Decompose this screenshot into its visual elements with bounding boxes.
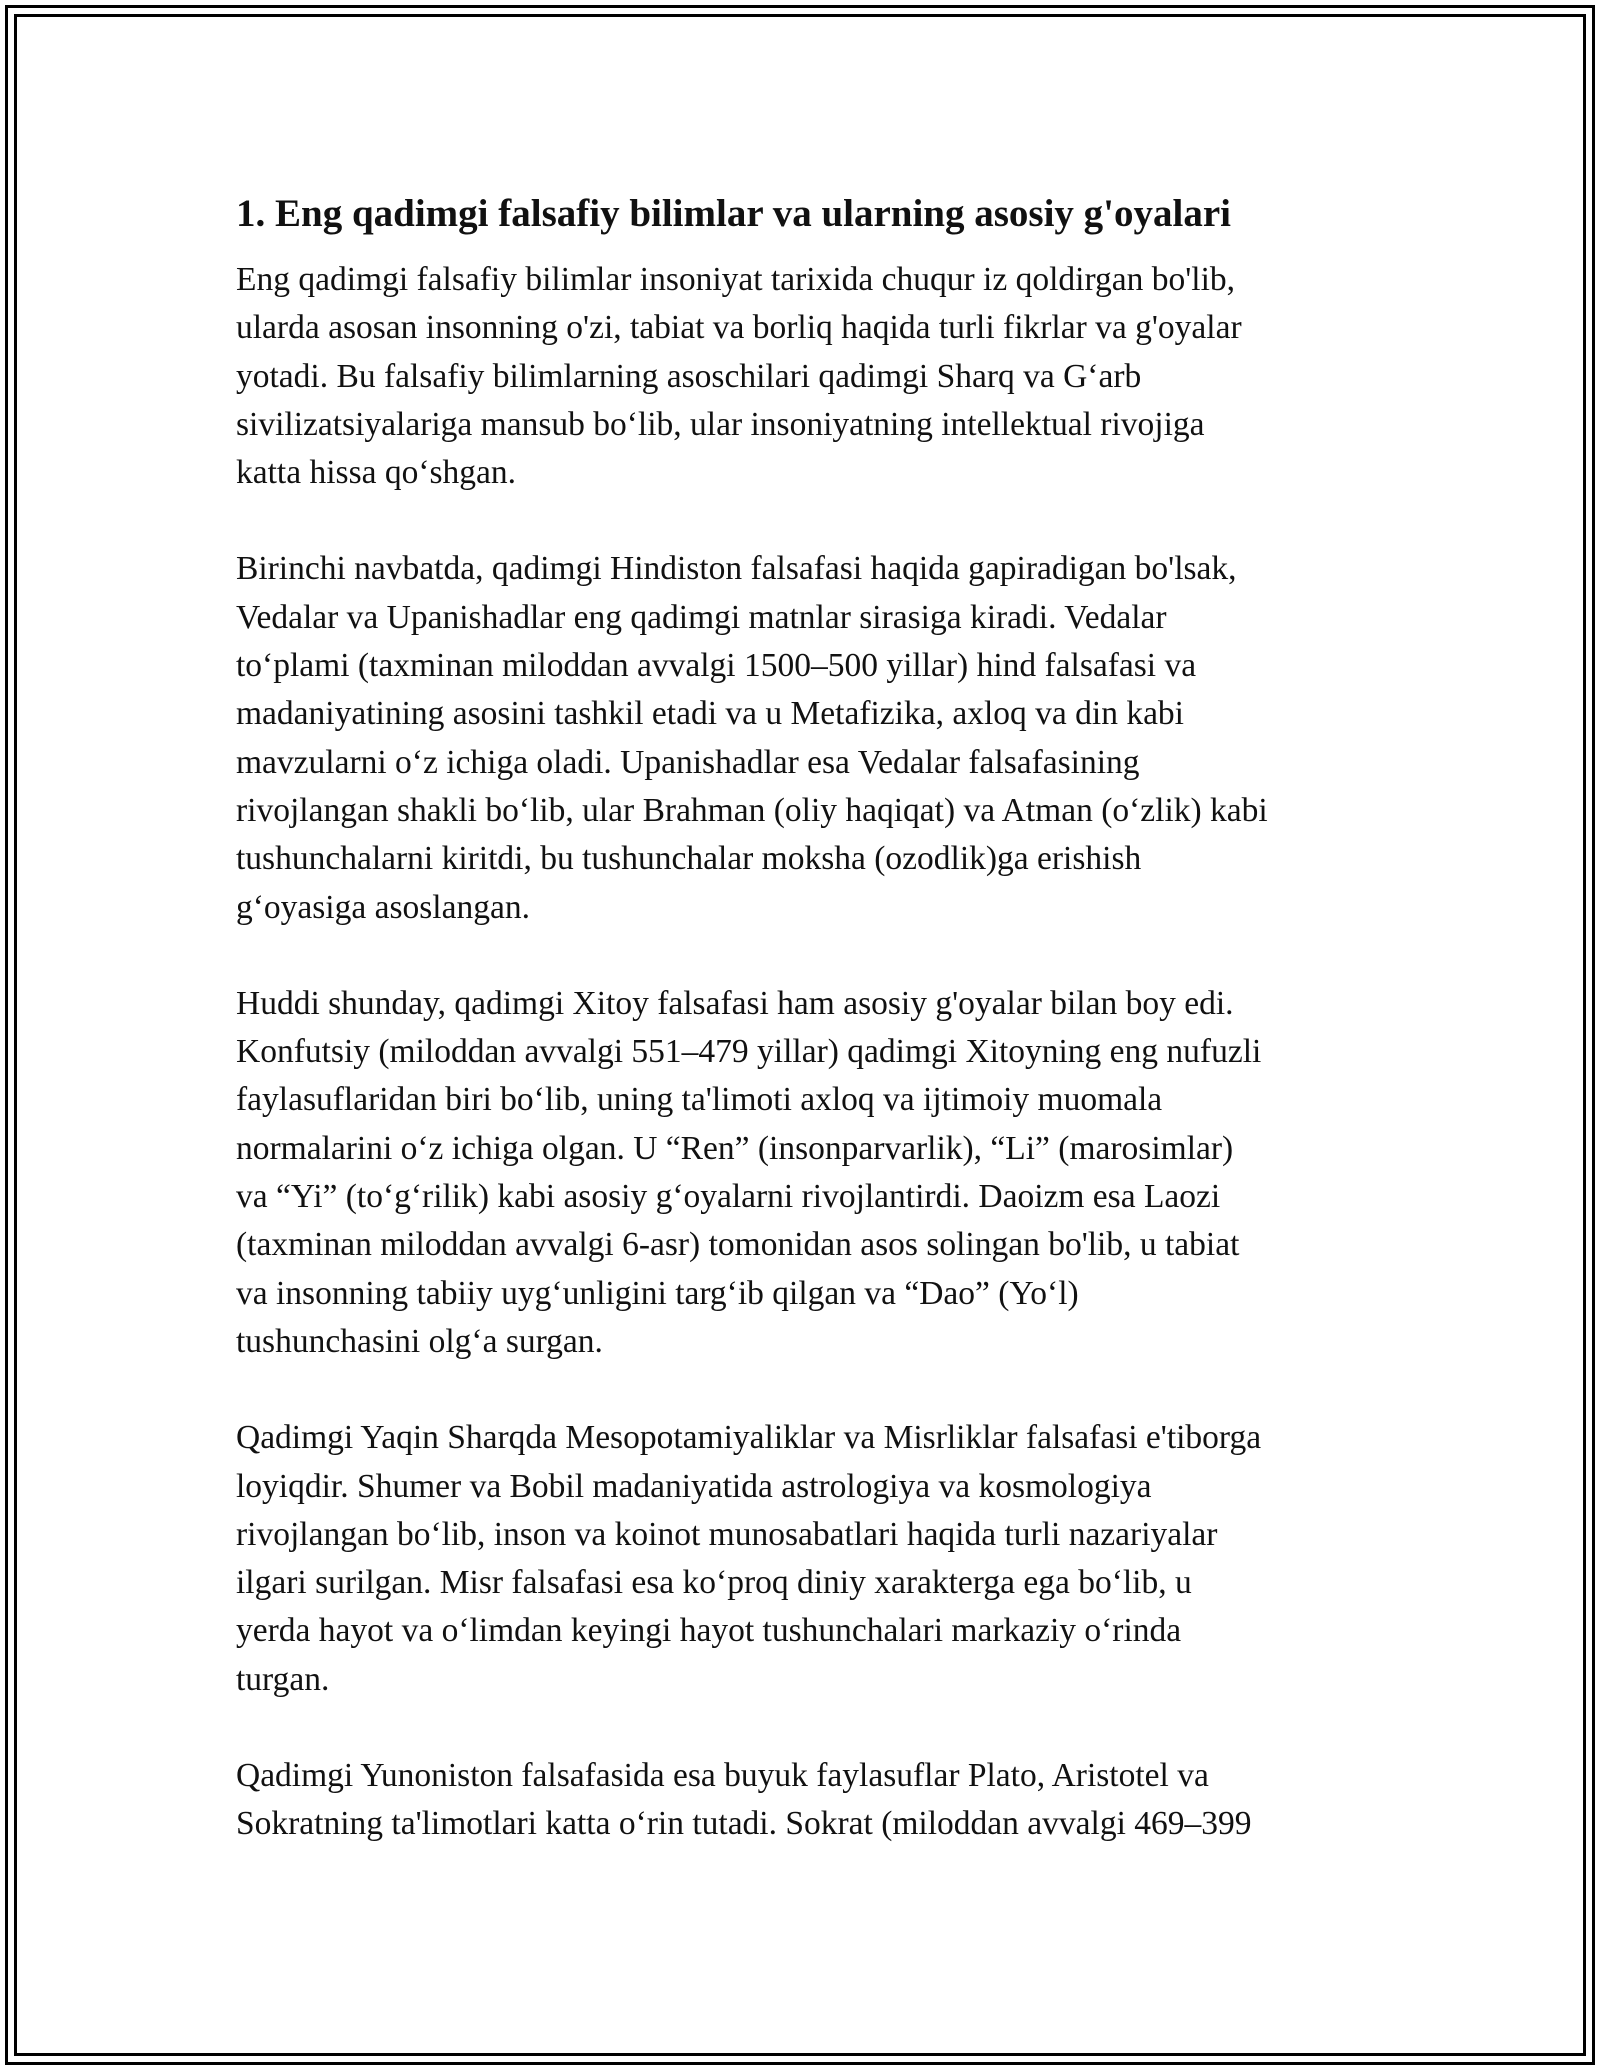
text-line: mavzularni o‘z ichiga oladi. Upanishadlar esa Vedalar falsafasining bbox=[236, 743, 1140, 781]
text-line: Eng qadimgi falsafiy bilimlar insoniyat tarixida chuqur iz qoldirgan bo'lib, bbox=[236, 261, 1236, 298]
text-line: madaniyatining asosini tashkil etadi va u Metafizika, axloq va din kabi bbox=[236, 695, 1184, 733]
text-line: tushunchasini olg‘a surgan. bbox=[236, 1322, 603, 1360]
text-line: Sokratning ta'limotlari katta o‘rin tutadi. Sokrat (miloddan avvalgi 469–399 bbox=[236, 1805, 1252, 1843]
text-line: to‘plami (taxminan miloddan avvalgi 1500–500 yillar) hind falsafasi va bbox=[236, 647, 1197, 685]
text-line: Birinchi navbatda, qadimgi Hindiston falsafasi haqida gapiradigan bo'lsak, bbox=[236, 550, 1237, 588]
text-line: loyiqdir. Shumer va Bobil madaniyatida astrologiya va kosmologiya bbox=[236, 1467, 1152, 1505]
text-line: Konfutsiy (miloddan avvalgi 551–479 yillar) qadimgi Xitoyning eng nufuzli bbox=[236, 1033, 1262, 1071]
text-line: yotadi. Bu falsafiy bilimlarning asoschilari qadimgi Sharq va G‘arb bbox=[236, 357, 1142, 395]
text-line: rivojlangan bo‘lib, inson va koinot munosabatlari haqida turli nazariyalar bbox=[236, 1515, 1218, 1553]
text-line: va insonning tabiiy uyg‘unligini targ‘ib qilgan va “Dao” (Yo‘l) bbox=[236, 1274, 1079, 1312]
text-line: tushunchalarni kiritdi, bu tushunchalar moksha (ozodlik)ga erishish bbox=[236, 840, 1142, 878]
text-line: ilgari surilgan. Misr falsafasi esa ko‘proq diniy xarakterga ega bo‘lib, u bbox=[236, 1564, 1192, 1602]
paragraph-intro bbox=[236, 256, 1376, 497]
paragraph-china bbox=[236, 980, 1376, 1366]
text-line: katta hissa qo‘shgan. bbox=[236, 454, 517, 492]
text-line: sivilizatsiyalariga mansub bo‘lib, ular insoniyatning intellektual rivojiga bbox=[236, 405, 1205, 443]
text-line: Qadimgi Yaqin Sharqda Mesopotamiyaliklar va Misrliklar falsafasi e'tiborga bbox=[236, 1419, 1262, 1457]
text-line: g‘oyasiga asoslangan. bbox=[236, 888, 530, 926]
text-line: Huddi shunday, qadimgi Xitoy falsafasi ham asosiy g'oyalar bilan boy edi. bbox=[236, 984, 1234, 1022]
text-line: Qadimgi Yunoniston falsafasida esa buyuk faylasuflar Plato, Aristotel va bbox=[236, 1757, 1209, 1795]
document-body bbox=[236, 186, 1376, 1897]
text-line: Vedalar va Upanishadlar eng qadimgi matnlar sirasiga kiradi. Vedalar bbox=[236, 598, 1167, 636]
text-line: faylasuflaridan biri bo‘lib, uning ta'limoti axloq va ijtimoiy muomala bbox=[236, 1081, 1163, 1119]
text-line: ularda asosan insonning o'zi, tabiat va borliq haqida turli fikrlar va g'oyalar bbox=[236, 309, 1242, 347]
text-line: rivojlangan shakli bo‘lib, ular Brahman (oliy haqiqat) va Atman (o‘zlik) kabi bbox=[236, 791, 1268, 829]
paragraph-near-east bbox=[236, 1414, 1376, 1704]
text-line: normalarini o‘z ichiga olgan. U “Ren” (insonparvarlik), “Li” (marosimlar) bbox=[236, 1129, 1234, 1167]
text-line: (taxminan miloddan avvalgi 6-asr) tomonidan asos solingan bo'lib, u tabiat bbox=[236, 1226, 1240, 1264]
text-line: turgan. bbox=[236, 1660, 330, 1698]
text-line: va “Yi” (to‘g‘rilik) kabi asosiy g‘oyalarni rivojlantirdi. Daoizm esa Laozi bbox=[236, 1178, 1221, 1216]
section-heading: 1. Eng qadimgi falsafiy bilimlar va ularning asosiy g'oyalari bbox=[236, 192, 1231, 235]
paragraph-greece bbox=[236, 1752, 1376, 1849]
paragraph-india bbox=[236, 545, 1376, 931]
text-line: yerda hayot va o‘limdan keyingi hayot tushunchalari markaziy o‘rinda bbox=[236, 1612, 1182, 1650]
